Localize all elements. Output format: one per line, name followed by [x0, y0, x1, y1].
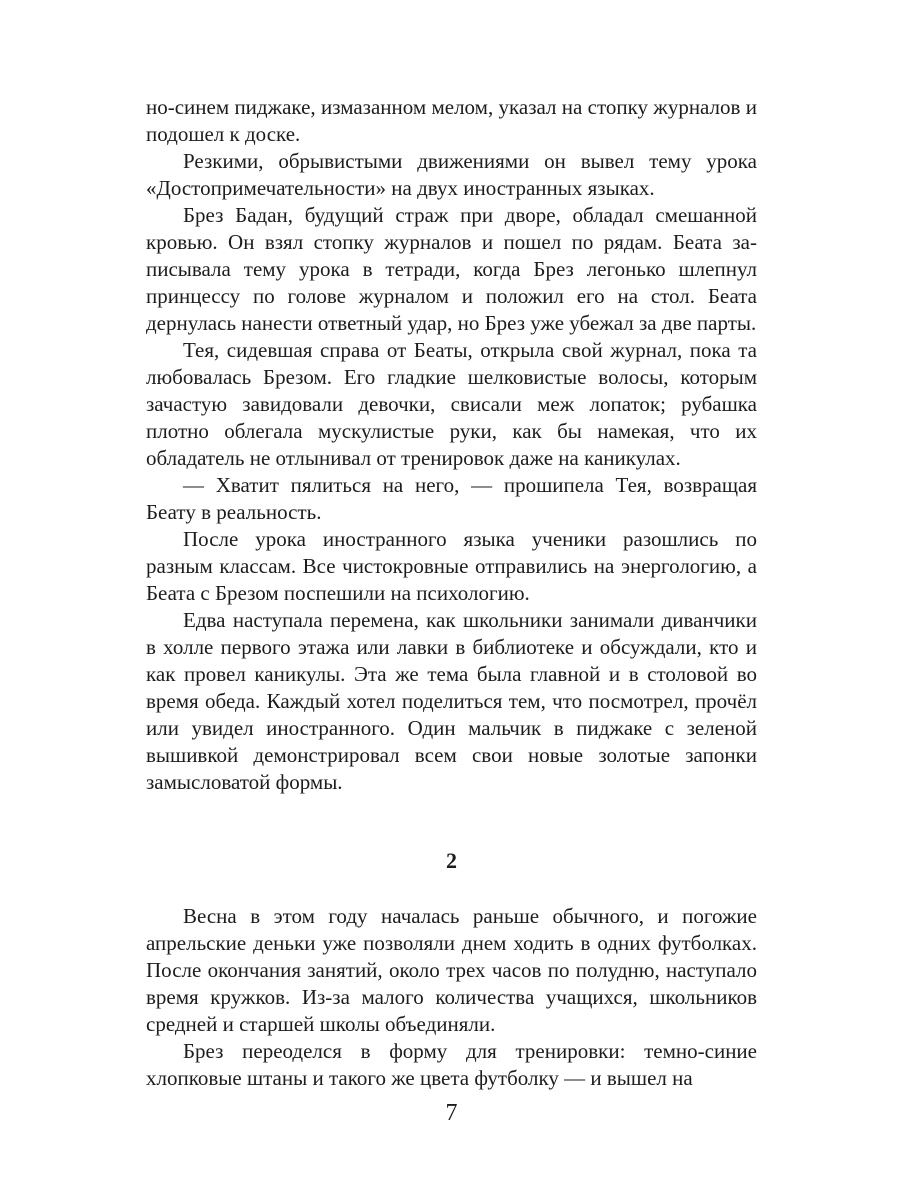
- paragraph: Едва наступала перемена, как школьники занимали диванчики в холле первого этажа или лавки в библиотеке и обсуждали, кто и как провел каникулы. Эта же тема была главной и в столовой во время обеда. Каждый хотел поделиться тем, что посмотрел, прочёл или увидел иностранного. Один мальчик в пиджаке с зеленой вышивкой демонстрировал всем свои новые золотые запонки замысловатой формы.: [146, 608, 757, 794]
- paragraph: Брез переоделся в форму для тренировки: темно-синие хлопковые штаны и такого же цвета футболку — и вышел на: [146, 1039, 757, 1090]
- paragraph: Брез Бадан, будущий страж при дворе, обладал смешанной кровью. Он взял стопку журналов и пошел по рядам. Беата записывала тему урока в тетради, когда Брез легонько шлепнул принцессу по голове журналом и положил его на стол. Беата дернулась нанести ответный удар, но Брез уже убежал за две парты.: [146, 203, 757, 335]
- paragraph-continuation: но-синем пиджаке, измазанном мелом, указал на стопку журналов и подошел к доске.: [146, 95, 757, 146]
- paragraph-dialogue: — Хватит пялиться на него, — прошипела Тея, возвращая Беату в реальность.: [146, 473, 757, 524]
- page-number: 7: [445, 1100, 458, 1126]
- text-block-after-chapter: [146, 903, 757, 1092]
- paragraph: Резкими, обрывистыми движениями он вывел тему урока «Достопримечательности» на двух иностранных языках.: [146, 149, 757, 200]
- paragraph: Весна в этом году началась раньше обычного, и погожие апрельские деньки уже позволяли днем ходить в одних футболках. После окончания занятий, около трех часов по полудню, наступало время кружков. Из-за малого количества учащихся, школьников средней и старшей школы объединяли.: [146, 904, 757, 1036]
- paragraph: Тея, сидевшая справа от Беаты, открыла свой журнал, пока та любовалась Брезом. Его гладкие шелковистые волосы, которым зачастую завидовали девочки, свисали меж лопаток; рубашка плотно облегала мускулистые руки, как бы намекая, что их обладатель не отлынивал от тренировок даже на каникулах.: [146, 338, 757, 470]
- chapter-heading: 2: [446, 848, 457, 873]
- text-block-before-chapter: [146, 94, 757, 796]
- paragraph: После урока иностранного языка ученики разошлись по разным классам. Все чистокровные отправились на энергологию, а Беата с Брезом поспешили на психологию.: [146, 527, 757, 605]
